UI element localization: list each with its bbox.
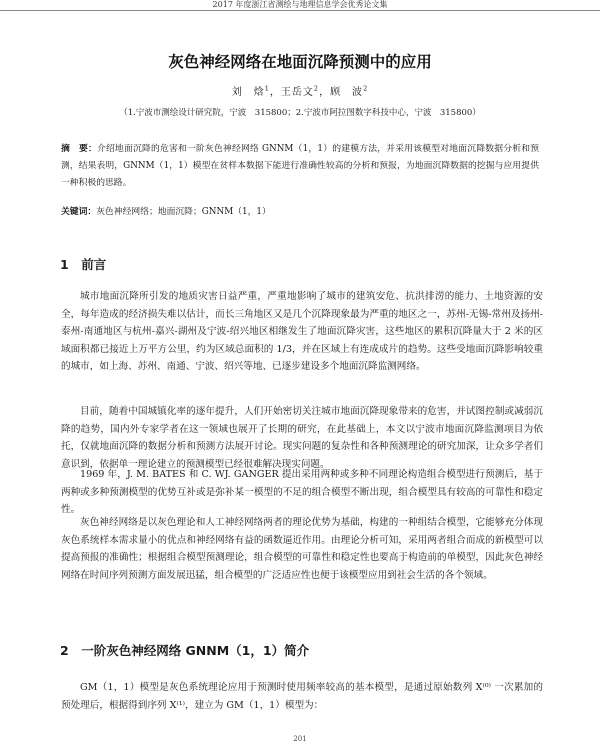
author-name: 顾 波 (330, 87, 364, 98)
abstract-label: 摘 要： (61, 144, 97, 154)
body-paragraph: 城市地面沉降所引发的地质灾害日益严重，严重地影响了城市的建筑安危、抗洪排涝的能力、土地资源的安全，每年造成的经济损失难以估计，而长三角地区又是几个沉降现象最为严重的地区之一，苏州-无锡-常州及扬州-泰州-南通地区与杭州-嘉兴-湖州及宁波-绍兴地区相继发生了地面沉降灾害，这些地区的累积沉降量大于 2 米的区域面积都已接近上万平方公里，约为区域总面积的 1/3，并在区域上有连成成片的趋势。这些受地面沉降影响较重的城市，如上海、苏州、南通、宁波、绍兴等地、已逐步建设多个地面沉降监测网络。 (61, 291, 543, 372)
abstract (61, 141, 539, 192)
keywords-text: 灰色神经网络；地面沉降；GNNM（1，1） (96, 207, 271, 217)
page-number: 201 (293, 735, 307, 743)
paper-title: 灰色神经网络在地面沉降预测中的应用 (168, 53, 432, 71)
section-heading: 2 一阶灰色神经网络 GNNM（1，1）简介 (60, 643, 310, 658)
body-paragraph: GM（1，1）模型是灰色系统理论应用于预测时使用频率较高的基本模型，是通过原始数列 X⁽⁰⁾ 一次累加的预处理后，根据得到序列 X⁽¹⁾，建立为 GM（1，1）模型为： (61, 682, 543, 711)
keywords (61, 204, 539, 217)
abstract-text: 介绍地面沉降的危害和一阶灰色神经网络 GNNM（1，1）的建模方法，并采用该模型对地面沉降数据分析和预测，结果表明，GNNM（1，1）模型在贫样本数据下能进行准确性较高的分析和预报，为地面沉降数据的挖掘与应用提供一种积极的思路。 (61, 144, 539, 188)
author-list: 刘 焓$^1$，王岳文$^2$，顾 波$^2$ (231, 84, 369, 98)
author-affiliation-mark: 1 (264, 84, 270, 93)
section-heading: 1 前言 (60, 257, 107, 272)
body-paragraph: 目前，随着中国城镇化率的逐年提升，人们开始密切关注城市地面沉降现象带来的危害，并试图控制或减弱沉降的趋势，国内外专家学者在这一领域也展开了长期的研究，在此基础上，本文以宁波市地面沉降监测项目为依托，仅就地面沉降的数据分析和预测方法展开讨论。现实问题的复杂性和各种预测理论的研究加深，让众多学者们意识到，依据单一理论建立的预测模型已经很难解决现实问题。 (61, 406, 543, 470)
body-paragraph: 灰色神经网络是以灰色理论和人工神经网络两者的理论优势为基础，构建的一种组结合模型，它能够充分体现灰色系统样本需求量小的优点和神经网络有益的函数逼近作用。由理论分析可知，采用两者组合而成的新模型可以提高预报的准确性；根据组合模型预测理论，组合模型的可靠性和稳定性也要高于构造前的单模型，因此灰色神经网络在时间序列预测方面发展迅猛，组合模型的广泛适应性也便于该模型应用到社会生活的各个领域。 (61, 517, 543, 581)
keywords-label: 关键词： (61, 207, 97, 217)
running-head: 2017 年度浙江省测绘与地理信息学会优秀论文集 (0, 0, 600, 11)
body-paragraph: 1969 年，J. M. BATES 和 C. WJ. GANGER 提出采用两种或多种不同理论构造组合模型进行预测后，基于两种或多种预测模型的优势互补或是弥补某一模型的不足的组合模型不断出现，组合模型具有较高的可靠性和稳定性。 (61, 469, 543, 515)
affiliations: （1.宁波市测绘设计研究院，宁波 315800；2.宁波市阿拉图数字科技中心，宁波 315800） (119, 108, 481, 118)
author-affiliation-mark: 2 (363, 84, 369, 93)
author-name: 王岳文 (280, 87, 314, 98)
author-affiliation-mark: 2 (313, 84, 320, 93)
author-name: 刘 焓 (231, 87, 265, 98)
